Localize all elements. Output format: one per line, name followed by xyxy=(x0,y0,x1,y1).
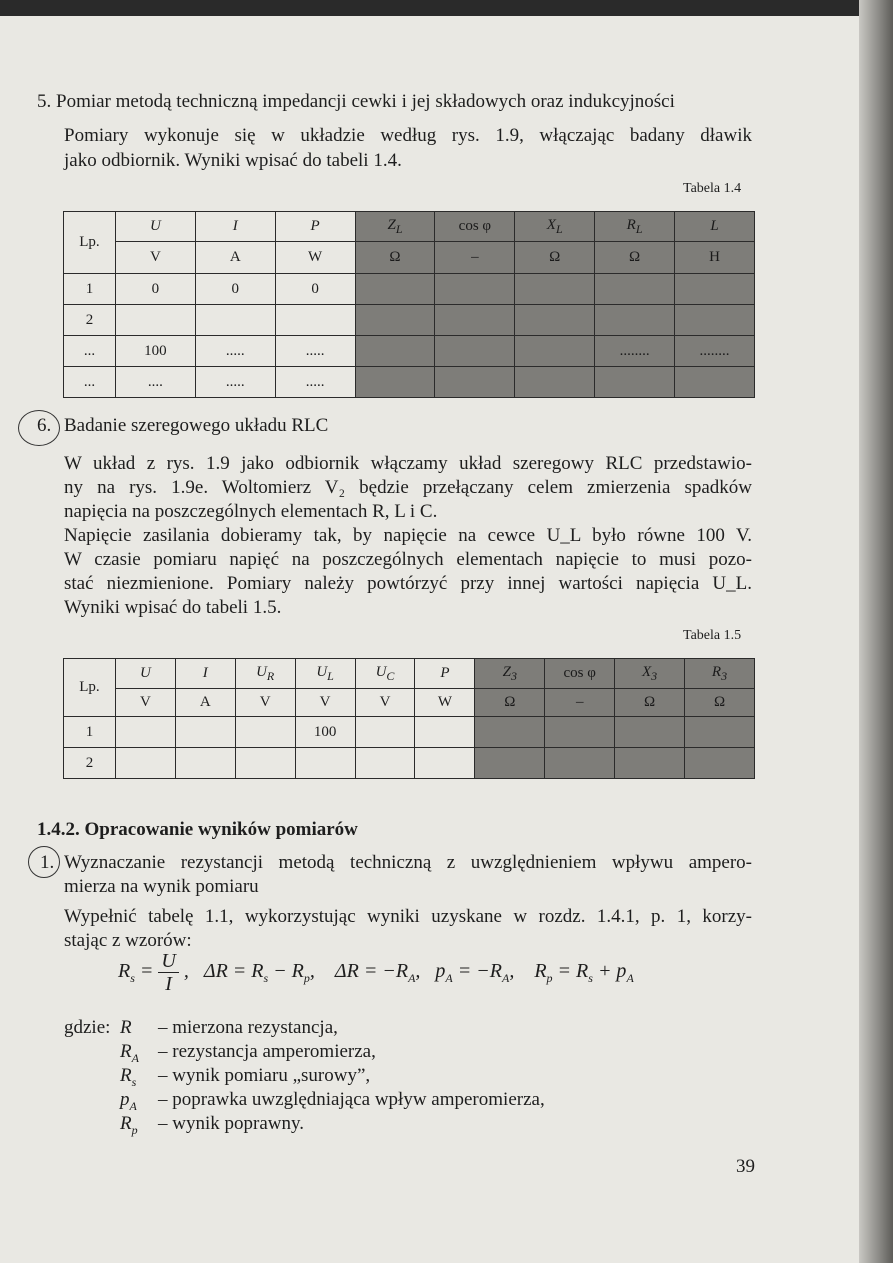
def-sym: R xyxy=(120,1017,132,1038)
data-cell: 0 xyxy=(115,274,195,305)
book-spine-edge xyxy=(859,0,893,1263)
header-ul: $U_L$ xyxy=(295,659,355,689)
unit-cell: Ω xyxy=(515,242,595,274)
section6-line-2: ny na rys. 1.9e. Woltomierz V₂ będzie przełączany celem zmierzenia spadków xyxy=(64,477,752,498)
header-r3: $R_3$ xyxy=(685,659,755,689)
data-cell xyxy=(115,717,175,748)
section5-line-1: Pomiary wykonuje się w układzie według rys. 1.9, włączając badany dławik xyxy=(64,125,752,146)
unit-cell: A xyxy=(195,242,275,274)
section6-line-7: Wyniki wpisać do tabeli 1.5. xyxy=(64,597,282,618)
unit-cell: Ω xyxy=(685,689,755,717)
data-cell xyxy=(595,367,675,398)
data-cell: 0 xyxy=(275,274,355,305)
formula-rs: $R_s$ = xyxy=(118,960,154,986)
header-z3: $Z_3$ xyxy=(475,659,545,689)
page-number: 39 xyxy=(736,1156,755,1177)
data-cell: ..... xyxy=(195,336,275,367)
header-cos: cos φ xyxy=(545,659,615,689)
data-cell xyxy=(355,748,415,779)
def-sym: $R_A$ xyxy=(120,1041,139,1065)
row-number-cell: 2 xyxy=(64,305,116,336)
gdzie-label: gdzie: xyxy=(64,1017,111,1038)
unit-cell: Ω xyxy=(615,689,685,717)
item1-number: 1. xyxy=(40,852,55,873)
data-cell xyxy=(175,748,235,779)
unit-cell: W xyxy=(415,689,475,717)
table-1-5 xyxy=(63,658,755,779)
table15-caption: Tabela 1.5 xyxy=(683,628,742,643)
def-desc: – poprawka uwzględniająca wpływ amperomierza, xyxy=(158,1089,545,1110)
para-line-2: stając z wzorów: xyxy=(64,930,192,951)
data-cell xyxy=(415,748,475,779)
table-row xyxy=(64,274,755,305)
formula-fraction: $\frac{U}{I}$ xyxy=(158,950,178,995)
section6-line-4: Napięcie zasilania dobieramy tak, by napięcie na cewce U_L było równe 100 V. xyxy=(64,525,752,546)
section142-title: 1.4.2. Opracowanie wyników pomiarów xyxy=(37,819,358,840)
section6-line-3: napięcia na poszczególnych elementach R, L i C. xyxy=(64,501,438,522)
unit-cell: V xyxy=(115,242,195,274)
header-zl: $Z_L$ xyxy=(355,212,435,242)
section6-line-5: W czasie pomiaru napięć na poszczególnych elementach napięcie to musi pozo- xyxy=(64,549,752,570)
unit-cell: H xyxy=(675,242,755,274)
data-cell xyxy=(475,748,545,779)
row-number-cell: 1 xyxy=(64,274,116,305)
data-cell xyxy=(355,367,435,398)
item1-line-1: Wyznaczanie rezystancji metodą techniczną z uwzględnieniem wpływu ampero- xyxy=(64,852,752,873)
data-cell xyxy=(675,367,755,398)
formula xyxy=(118,950,634,995)
unit-cell: A xyxy=(175,689,235,717)
unit-cell: – xyxy=(545,689,615,717)
table-row xyxy=(64,336,755,367)
table-row xyxy=(64,367,755,398)
section5-line-2: jako odbiornik. Wyniki wpisać do tabeli 1.4. xyxy=(64,150,402,171)
data-cell xyxy=(615,748,685,779)
def-sym: $R_p$ xyxy=(120,1113,138,1137)
lp-header: Lp. xyxy=(64,659,116,717)
scan-top-shadow xyxy=(0,0,893,16)
data-cell xyxy=(515,305,595,336)
table-row xyxy=(64,748,755,779)
header-u: U xyxy=(115,212,195,242)
header-i: I xyxy=(195,212,275,242)
table-row xyxy=(64,305,755,336)
unit-cell: Ω xyxy=(595,242,675,274)
section6-line-1: W układ z rys. 1.9 jako odbiornik włączamy układ szeregowy RLC przedstawio- xyxy=(64,453,752,474)
section6-line-6: stać niezmienione. Pomiary należy powtórzyć przy innej wartości napięcia U_L. xyxy=(64,573,752,594)
data-cell xyxy=(515,336,595,367)
data-cell xyxy=(275,305,355,336)
data-cell xyxy=(615,717,685,748)
data-cell xyxy=(685,717,755,748)
unit-cell: Ω xyxy=(355,242,435,274)
header-u: U xyxy=(115,659,175,689)
row-number-cell: ... xyxy=(64,336,116,367)
data-cell xyxy=(355,717,415,748)
header-p: P xyxy=(275,212,355,242)
header-i: I xyxy=(175,659,235,689)
data-cell xyxy=(115,305,195,336)
data-cell: 100 xyxy=(115,336,195,367)
def-sym: $p_A$ xyxy=(120,1089,137,1113)
data-cell xyxy=(355,274,435,305)
unit-cell: – xyxy=(435,242,515,274)
item1-line-2: mierza na wynik pomiaru xyxy=(64,876,259,897)
data-cell: ........ xyxy=(675,336,755,367)
def-desc: – wynik poprawny. xyxy=(158,1113,304,1134)
data-cell xyxy=(595,274,675,305)
para-line-1: Wypełnić tabelę 1.1, wykorzystując wyniki uzyskane w rozdz. 1.4.1, p. 1, korzy- xyxy=(64,906,752,927)
data-cell xyxy=(475,717,545,748)
data-cell xyxy=(235,717,295,748)
unit-cell: Ω xyxy=(475,689,545,717)
formula-delta-r: , $\Delta R = R_s - R_p$, $\Delta R = -R_A$, $p_A = -R_A$, $R_p = R_s + p_A$ xyxy=(183,960,634,986)
header-l: L xyxy=(675,212,755,242)
data-cell xyxy=(545,717,615,748)
table-row xyxy=(64,717,755,748)
data-cell xyxy=(355,305,435,336)
def-desc: – rezystancja amperomierza, xyxy=(158,1041,376,1062)
lp-header: Lp. xyxy=(64,212,116,274)
header-p: P xyxy=(415,659,475,689)
unit-cell: V xyxy=(235,689,295,717)
header-rl: $R_L$ xyxy=(595,212,675,242)
data-cell xyxy=(595,305,675,336)
data-cell xyxy=(545,748,615,779)
data-cell xyxy=(355,336,435,367)
data-cell: 100 xyxy=(295,717,355,748)
data-cell xyxy=(675,274,755,305)
data-cell: .... xyxy=(115,367,195,398)
data-cell: ........ xyxy=(595,336,675,367)
data-cell xyxy=(435,367,515,398)
data-cell xyxy=(435,336,515,367)
data-cell xyxy=(175,717,235,748)
section5-heading: 5. Pomiar metodą techniczną impedancji cewki i jej składowych oraz indukcyjności xyxy=(37,91,675,112)
data-cell xyxy=(415,717,475,748)
data-cell xyxy=(675,305,755,336)
header-cos: cos φ xyxy=(435,212,515,242)
section6-number: 6. xyxy=(37,415,52,436)
table14-caption: Tabela 1.4 xyxy=(683,181,742,196)
section6-title: Badanie szeregowego układu RLC xyxy=(64,415,329,436)
data-cell xyxy=(515,367,595,398)
data-cell xyxy=(235,748,295,779)
def-sym: $R_s$ xyxy=(120,1065,137,1089)
data-cell xyxy=(115,748,175,779)
data-cell: ..... xyxy=(195,367,275,398)
data-cell xyxy=(435,274,515,305)
row-number-cell: ... xyxy=(64,367,116,398)
data-cell: ..... xyxy=(275,367,355,398)
data-cell xyxy=(515,274,595,305)
data-cell xyxy=(685,748,755,779)
header-uc: $U_C$ xyxy=(355,659,415,689)
def-desc: – mierzona rezystancja, xyxy=(158,1017,338,1038)
unit-cell: V xyxy=(115,689,175,717)
data-cell: 0 xyxy=(195,274,275,305)
row-number-cell: 1 xyxy=(64,717,116,748)
header-ur: $U_R$ xyxy=(235,659,295,689)
row-number-cell: 2 xyxy=(64,748,116,779)
unit-cell: V xyxy=(355,689,415,717)
data-cell xyxy=(295,748,355,779)
data-cell: ..... xyxy=(275,336,355,367)
unit-cell: V xyxy=(295,689,355,717)
data-cell xyxy=(435,305,515,336)
header-x3: $X_3$ xyxy=(615,659,685,689)
def-desc: – wynik pomiaru „surowy”, xyxy=(158,1065,371,1086)
unit-cell: W xyxy=(275,242,355,274)
table-1-4 xyxy=(63,211,755,398)
header-xl: $X_L$ xyxy=(515,212,595,242)
data-cell xyxy=(195,305,275,336)
